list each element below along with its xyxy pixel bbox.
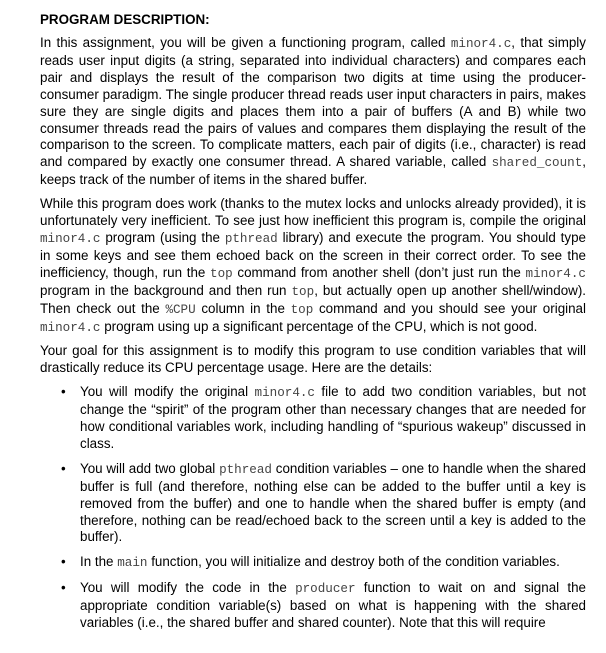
list-item: • You will modify the code in the producer function to wait on and signal the appropriate condition variable(s) based on what is happening with the shared variables (i.e., the shared buffer and shared counter). Note that this will require: [61, 580, 586, 631]
code-filename: minor4.c: [40, 231, 101, 246]
paragraph-inefficiency: While this program does work (thanks to the mutex locks and unlocks already provided), it is unfortunately very inefficient. To see just how inefficient this program is, compile the original minor4.c program (using the pthread library) and execute the program. You should type in some keys and see them echoed back on the screen in their correct order. To see the inefficiency, though, run the top command from another shell (don’t just run the minor4.c program in the background and then run top, but actually open up another shell/window). Then check out the %CPU column in the top command and you should see your original minor4.c program using up a significant percentage of the CPU, which is not good.: [40, 196, 586, 335]
list-item: • In the main function, you will initialize and destroy both of the condition variables.: [61, 554, 560, 571]
code-library: pthread: [219, 462, 272, 477]
code-command: top: [290, 302, 314, 317]
list-item: • You will add two global pthread condition variables – one to handle when the shared buffer is full (and therefore, nothing else can be added to the buffer until a key is removed from the buffer) and one to handle when the shared buffer is empty (and therefore, nothing can be read/echoed back to the screen until a key is added to the buffer).: [61, 460, 586, 545]
code-filename: minor4.c: [40, 320, 101, 335]
section-heading: PROGRAM DESCRIPTION:: [40, 12, 210, 27]
code-command: top: [210, 266, 233, 281]
bullet-icon: •: [61, 580, 66, 596]
code-filename: minor4.c: [450, 37, 512, 51]
code-filename: minor4.c: [254, 386, 315, 401]
code-column: %CPU: [165, 302, 196, 317]
bullet-icon: •: [61, 384, 66, 400]
paragraph-intro: In this assignment, you will be given a functioning program, called minor4.c, that simply reads user input digits (a string, separated into individual characters) and compares each pair and displays the result of the comparison two digits at time using the producer-consumer paradigm. The single producer thread reads user input characters in pairs, makes sure they are single digits and places them into a pair of buffers (A and B) while two consumer threads read the pairs of values and compares them displaying the result of the comparison to the screen. To complicate matters, each pair of digits (i.e., character) is read and compared by exactly one consumer thread. A shared variable, called shared_count, keeps track of the number of items in the shared buffer.: [40, 35, 586, 188]
code-variable: shared_count: [491, 156, 583, 171]
code-function: main: [117, 556, 148, 571]
code-command: top: [291, 284, 315, 299]
bullet-icon: •: [61, 554, 66, 570]
details-list: [40, 384, 586, 632]
bullet-icon: •: [61, 460, 66, 476]
list-item: • You will modify the original minor4.c file to add two condition variables, but not change the “spirit” of the program other than necessary changes that are needed for how conditional variables work, including handling of “spurious wakeup” discussed in class.: [61, 384, 586, 451]
document-page: [40, 12, 586, 640]
paragraph-goal: Your goal for this assignment is to modify this program to use condition variables that will drastically reduce its CPU percentage usage. Here are the details:: [40, 343, 586, 376]
code-library: pthread: [224, 231, 278, 246]
code-function: producer: [295, 582, 356, 597]
code-filename: minor4.c: [525, 266, 586, 281]
